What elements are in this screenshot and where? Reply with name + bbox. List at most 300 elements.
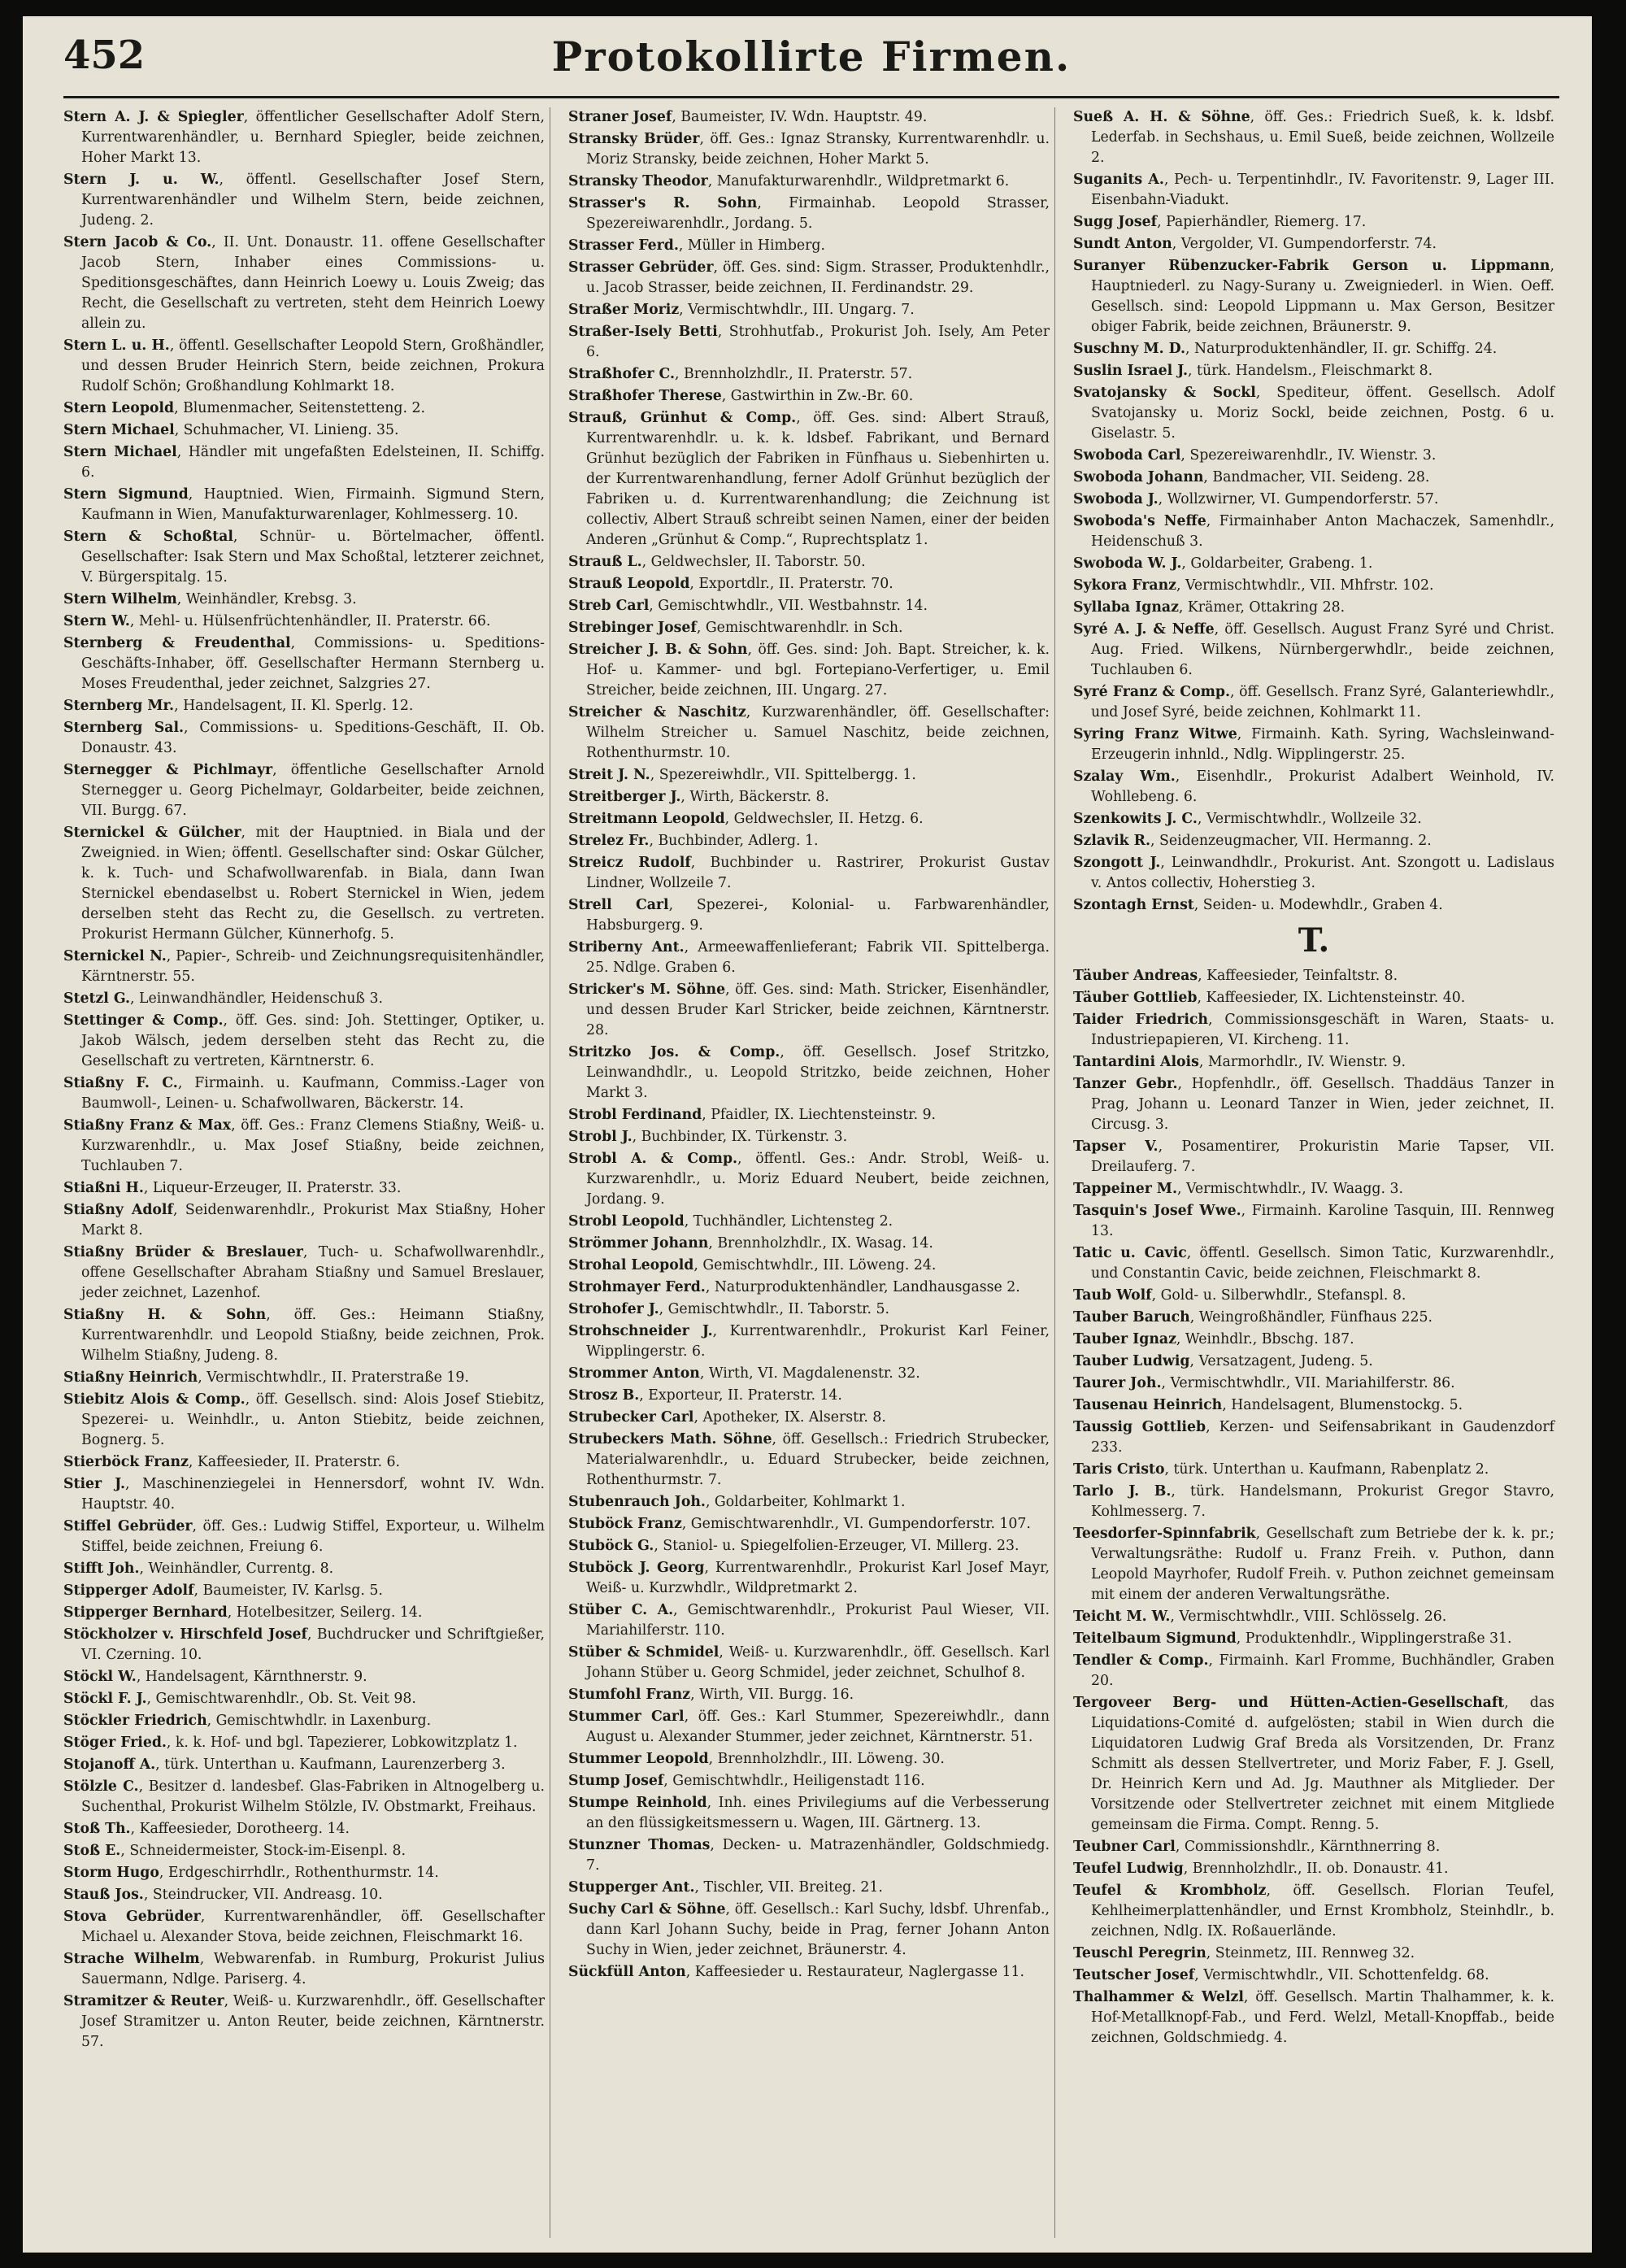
directory-entry [1073,1629,1554,1649]
firm-details: , Mehl- u. Hülsenfrüchtenhändler, II. Praterstr. 66. [129,613,491,629]
directory-entry [1073,170,1554,211]
firm-name: Stiaßny Franz & Max [63,1117,232,1134]
directory-entry [63,1517,545,1557]
firm-details: , II. Unt. Donaustr. 11. offene Gesellschafter Jacob Stern, Inhaber eines Commissions- u. Speditionsgeschäftes, dann Heinrich Loewy u. Louis Zweig; das Recht, die Gesellschaft zu vertreten, steht dem Heinrich Loewy allein zu. [81,234,545,332]
directory-entry [1073,682,1554,723]
directory-entry [568,258,1050,298]
directory-entry [1073,966,1554,986]
firm-name: Strasser Gebrüder [568,259,714,276]
directory-entry [1073,1074,1554,1135]
firm-details: , Pfaidler, IX. Liechtensteinstr. 9. [702,1107,937,1123]
firm-details: , Buchbinder, IX. Türkenstr. 3. [632,1129,848,1145]
directory-entry [568,1707,1050,1748]
firm-details: , öffentl. Gesellschafter Leopold Stern, Großhändler, und dessen Bruder Heinrich Stern, beide zeichnen, Prokura Rudolf Schön; Großhandlung Kohlmarkt 18. [81,337,545,394]
firm-details: , Blumenmacher, Seitenstetteng. 2. [174,400,425,416]
directory-entry [568,853,1050,894]
firm-details: , mit der Hauptnied. in Biala und der Zweignied. in Wien; öffentl. Gesellschafter sind: Oskar Gülcher, k. k. Tuch- und Schafwollwarenfab. in Biala, dann Iwan Sternickel ebendaselbst u. Robert Sternickel in Wien, jedem derselben steht das Recht zu, die Gesellsch. zu vertreten. Prokurist Hermann Gülcher, Künnerhofg. 5. [81,825,545,942]
firm-name: Stuböck G. [568,1538,654,1554]
firm-details: , öff. Gesellsch.: Karl Suchy, ldsbf. Uhrenfab., dann Karl Johann Suchy, beide in Prag, ferner Johann Anton Suchy in Wien, jeder zeichnet, Bräunerstr. 4. [586,1901,1050,1958]
directory-entry [63,1907,545,1948]
directory-entry [1073,1881,1554,1942]
firm-name: Syllaba Ignaz [1073,599,1179,616]
firm-name: Strebinger Josef [568,620,697,636]
firm-details: , Wollzwirner, VI. Gumpendorferstr. 57. [1158,491,1439,507]
firm-details: , Papier-, Schreib- und Zeichnungsrequisitenhändler, Kärntnerstr. 55. [81,948,545,985]
directory-entry [568,831,1050,851]
firm-name: Sternberg Mr. [63,698,175,714]
firm-details: , Goldarbeiter, Kohlmarkt 1. [705,1494,906,1510]
firm-details: , Kurrentwarenhdlr., Prokurist Karl Feiner, Wipplingerstr. 6. [586,1323,1050,1360]
firm-name: Stöckl F. J. [63,1691,147,1707]
firm-details: , Vergolder, VI. Gumpendorferstr. 74. [1172,236,1437,252]
directory-entry [568,596,1050,616]
firm-name: Streitmann Leopold [568,811,725,827]
firm-details: , Versatzagent, Judeng. 5. [1189,1353,1373,1369]
directory-entry [568,322,1050,363]
firm-details: , Kaffeesieder, Dorotheerg. 14. [130,1821,350,1837]
firm-name: Tauber Ludwig [1073,1353,1190,1369]
directory-entry [1073,1286,1554,1306]
firm-name: Stoß Th. [63,1821,131,1837]
firm-details: , öffentl. Gesellsch. Simon Tatic, Kurzwarenhdlr., und Constantin Cavic, beide zeichnen, Fleischmarkt 8. [1091,1245,1554,1282]
firm-name: Szenkowits J. C. [1073,811,1198,827]
directory-entry [63,1755,545,1775]
directory-entry [568,765,1050,786]
firm-name: Stüber C. A. [568,1602,674,1618]
firm-name: Strobl J. [568,1129,633,1145]
firm-details: , Seidenzeugmacher, VII. Hermanng. 2. [1150,833,1432,849]
firm-details: , Kaffeesieder u. Restaurateur, Naglergasse 11. [685,1964,1024,1980]
directory-entry [1073,809,1554,829]
firm-details: , Kurrentwarenhändler, öff. Gesellschafter Michael u. Alexander Stova, beide zeichnen, Fleischmarkt 16. [81,1909,546,1945]
firm-name: Stiaßny Heinrich [63,1369,198,1386]
page-title: Protokollirte Firmen. [551,33,1072,81]
directory-entry [1073,234,1554,255]
firm-details: , öff. Gesellsch. Florian Teufel, Kehlheimerplattenhändler, und Ernst Krombholz, Steinhdlr., b. zeichnen, Ndlg. IX. Roßauerlände. [1091,1883,1554,1939]
firm-name: Sykora Franz [1073,577,1176,594]
firm-details: , Spezereiwhdlr., VII. Spittelbergg. 1. [650,767,916,783]
firm-details: , Hauptniederl. zu Nagy-Surany u. Zweigniederl. in Wien. Oeff. Gesellsch. sind: Leopold Lippmann u. Max Gerson, Besitzer obiger Fabrik, beide zeichnen, Bräunerstr. 9. [1091,258,1554,335]
directory-entry [568,1900,1050,1961]
firm-name: Sternickel N. [63,948,167,964]
firm-name: Taurer Joh. [1073,1375,1162,1391]
firm-details: , türk. Handelsm., Fleischmarkt 8. [1188,363,1433,379]
firm-name: Tatic u. Cavic [1073,1245,1187,1261]
firm-name: Stummer Carl [568,1709,685,1725]
firm-details: , Buchdrucker und Schriftgießer, VI. Czerning. 10. [81,1626,545,1663]
firm-name: Striberny Ant. [568,939,685,956]
firm-name: Taris Cristo [1073,1461,1165,1478]
firm-name: Stunzner Thomas [568,1837,711,1853]
firm-name: Teesdorfer-Spinnfabrik [1073,1526,1256,1542]
firm-details: , Armeewaffenlieferant; Fabrik VII. Spittelberga. 25. Ndlge. Graben 6. [586,939,1050,976]
directory-entry [568,1962,1050,1983]
directory-entry [568,1408,1050,1428]
directory-entry [1073,1482,1554,1522]
firm-details: , Decken- u. Matrazenhändler, Goldschmiedg. 7. [586,1837,1050,1874]
directory-entry [568,1127,1050,1147]
firm-name: Streicz Rudolf [568,855,691,871]
directory-entry [1073,831,1554,851]
directory-entry [568,172,1050,192]
directory-entry [63,947,545,987]
directory-entry [568,1558,1050,1599]
firm-details: , Tischler, VII. Breiteg. 21. [694,1879,883,1896]
directory-entry [568,980,1050,1041]
directory-entry [63,485,545,525]
directory-entry [568,194,1050,234]
firm-details: , Steinmetz, III. Rennweg 32. [1206,1945,1415,1961]
firm-name: Swoboda J. [1073,491,1159,507]
directory-entry [1073,1987,1554,2048]
firm-details: , Geldwechsler, II. Hetzg. 6. [724,811,924,827]
firm-details: , Gemischtwhdlr., VII. Westbahnstr. 14. [649,598,928,614]
directory-entry [63,527,545,588]
firm-name: Taussig Gottlieb [1073,1419,1206,1435]
firm-name: Syré A. J. & Neffe [1073,621,1215,638]
firm-name: Strelez Fr. [568,833,650,849]
firm-name: Teufel Ludwig [1073,1861,1184,1877]
firm-details: , Wirth, VII. Burgg. 16. [690,1687,854,1703]
directory-entry [63,1452,545,1473]
firm-name: Strosz B. [568,1387,640,1404]
firm-details: , Wirth, Bäckerstr. 8. [680,789,829,805]
firm-name: Storm Hugo [63,1865,159,1881]
firm-name: Strohschneider J. [568,1323,713,1339]
directory-entry [568,1430,1050,1491]
firm-name: Stern Jacob & Co. [63,234,212,250]
firm-name: Strobl Leopold [568,1213,685,1230]
firm-name: Syring Franz Witwe [1073,726,1237,742]
firm-details: , Kerzen- und Seifensabrikant in Gaudenzdorf 233. [1091,1419,1554,1456]
directory-entry [1073,1837,1554,1857]
directory-entry [63,1011,545,1072]
page-number: 452 [63,33,146,78]
firm-details: , Firmainh. Karoline Tasquin, III. Rennweg 13. [1091,1203,1555,1239]
firm-details: , Vermischtwhdlr., Wollzeile 32. [1197,811,1422,827]
firm-details: , Vermischtwhdlr., VII. Mariahilferstr. 86. [1161,1375,1455,1391]
firm-details: , Kurzwarenhändler, öff. Gesellschafter: Wilhelm Streicher u. Samuel Naschitz, beide zeichnen, Rothenthurmstr. 10. [586,704,1050,761]
firm-details: , Firmainh. u. Kaufmann, Commiss.-Lager von Baumwoll-, Leinen- u. Schafwollwaren, Bäckerstr. 14. [81,1075,545,1112]
firm-name: Stipperger Adolf [63,1582,194,1599]
firm-name: Straßhofer C. [568,366,676,382]
directory-entry [63,612,545,632]
firm-name: Straßer-Isely Betti [568,324,718,340]
directory-entry [568,552,1050,572]
firm-details: , Brennholzhdlr., IX. Wasag. 14. [708,1235,933,1252]
firm-details: , Commissionsgeschäft in Waren, Staats- u. Industriepapieren, VI. Kircheng. 11. [1091,1012,1554,1048]
directory-entry [63,1581,545,1601]
firm-name: Streicher & Naschitz [568,704,746,720]
directory-entry [1073,1010,1554,1051]
firm-details: , Gemischtwarenhdlr., VI. Gumpendorferstr. 107. [681,1516,1031,1532]
directory-entry [1073,446,1554,466]
firm-name: Sternegger & Pichlmayr [63,762,273,778]
directory-entry [1073,1179,1554,1199]
firm-name: Tauber Ignaz [1073,1331,1176,1347]
firm-name: Stern Wilhelm [63,591,177,607]
firm-details: , öff. Gesellsch. Martin Thalhammer, k. k. Hof-Metallknopf-Fab., und Ferd. Welzl, Metall-Knopffab., beide zeichnen, Goldschmiedg. 4. [1091,1989,1554,2046]
firm-details: , türk. Unterthan u. Kaufmann, Rabenplatz 2. [1164,1461,1489,1478]
firm-name: Szontagh Ernst [1073,897,1194,913]
firm-name: Tappeiner M. [1073,1181,1177,1197]
directory-entry [568,640,1050,701]
directory-entry [1073,1243,1554,1284]
firm-details: , öff. Ges.: Friedrich Sueß, k. k. ldsbf. Lederfab. in Sechshaus, u. Emil Sueß, beide zeichnen, Wollzeile 2. [1091,109,1554,166]
firm-name: Stern Michael [63,444,177,460]
firm-details: , Weinhändler, Krebsg. 3. [176,591,357,607]
directory-entry [1073,895,1554,916]
firm-name: Strohmayer Ferd. [568,1279,706,1295]
directory-entry [568,1321,1050,1362]
firm-details: , öffentl. Ges.: Andr. Strobl, Weiß- u. Kurzwarenhdlr., u. Moriz Eduard Neubert, beide zeichnen, Jordang. 9. [586,1151,1050,1208]
directory-entry [63,1885,545,1905]
firm-name: Sternberg Sal. [63,720,185,736]
directory-entry [63,1200,545,1241]
firm-details: , Weiß- u. Kurzwarenhdlr., öff. Gesellschafter Josef Stramitzer u. Anton Reuter, beide zeichnen, Kärntnerstr. 57. [81,1993,545,2050]
directory-entry [63,1689,545,1709]
firm-details: , Webwarenfab. in Rumburg, Prokurist Julius Sauermann, Ndlge. Pariserg. 4. [81,1951,545,1987]
firm-details: , Naturproduktenhändler, Landhausgasse 2. [705,1279,1020,1295]
firm-details: , türk. Unterthan u. Kaufmann, Laurenzerberg 3. [155,1757,506,1773]
firm-name: Stern Sigmund [63,486,189,503]
firm-details: , Baumeister, IV. Wdn. Hauptstr. 49. [672,109,928,125]
firm-details: , Weingroßhändler, Fünfhaus 225. [1189,1309,1433,1326]
firm-details: , Gesellschaft zum Betriebe der k. k. pr.; Verwaltungsräthe: Rudolf u. Franz Freih. v. Puthon, dann Leopold Mayrhofer, Rudolf Freih. v. Puthon zeichnet gemeinsam mit einem der anderen Verwaltungsräthe. [1091,1526,1554,1603]
firm-details: , Brennholzhdlr., II. ob. Donaustr. 41. [1183,1861,1449,1877]
firm-details: , das Liquidations-Comité d. aufgelösten; stabil in Wien durch die Liquidatoren Ludwig Graf Breda als Vorsitzenden, Dr. Franz Schmitt als dessen Stellvertreter, und Moriz Faber, F. J. Gsell, Dr. Heinrich Kern und Ad. Jg. Mauthner als Mitglieder. Der Vorsitzende oder Stellvertreter zeichnet mit einem Mitgliede gemeinsam die Firma. Compt. Renng. 5. [1091,1695,1554,1833]
firm-name: Strobl Ferdinand [568,1107,702,1123]
firm-name: Swoboda's Neffe [1073,513,1206,529]
firm-name: Svatojansky & Sockl [1073,385,1256,401]
firm-details: , Buchbinder u. Rastrirer, Prokurist Gustav Lindner, Wollzeile 7. [586,855,1050,891]
firm-details: , Handelsagent, II. Kl. Sperlg. 12. [174,698,414,714]
directory-entry [1073,853,1554,894]
directory-entry [568,1685,1050,1705]
firm-name: Stern J. u. W. [63,172,220,188]
firm-details: , Krämer, Ottakring 28. [1178,599,1346,616]
firm-name: Streb Carl [568,598,650,614]
directory-entry [63,107,545,168]
firm-details: , Baumeister, IV. Karlsg. 5. [193,1582,383,1599]
firm-name: Stiaßny Brüder & Breslauer [63,1244,303,1260]
firm-details: , Tuch- u. Schafwollwarenhdlr., offene Gesellschafter Abraham Stiaßny und Samuel Breslauer, jeder zeichnet, Lazenhof. [81,1244,545,1301]
directory-entry [1073,361,1554,381]
firm-name: Stova Gebrüder [63,1909,201,1925]
firm-details: , Hopfenhdlr., öff. Gesellsch. Thaddäus Tanzer in Prag, Johann u. Leonard Tanzer in Wien, jeder zeichnet, II. Circusg. 3. [1091,1076,1554,1133]
firm-name: Stern L. u. H. [63,337,170,354]
firm-name: Stojanoff A. [63,1757,156,1773]
directory-entry [568,300,1050,320]
firm-details: , türk. Handelsmann, Prokurist Gregor Stavro, Kohlmesserg. 7. [1091,1483,1554,1520]
directory-entry [568,1043,1050,1104]
firm-name: Taub Wolf [1073,1287,1152,1304]
directory-entry [63,1178,545,1199]
firm-name: Suganits A. [1073,172,1164,188]
firm-name: Tergoveer Berg- und Hütten-Actien-Gesellschaft [1073,1695,1505,1711]
firm-details: , Besitzer d. landesbef. Glas-Fabriken in Altnogelberg u. Suchenthal, Prokurist Wilhelm Stölzle, IV. Obstmarkt, Freihaus. [81,1778,545,1815]
directory-entry [568,1212,1050,1232]
directory-entry [63,760,545,821]
directory-entry [568,703,1050,764]
directory-entry [568,1643,1050,1683]
directory-entry [568,364,1050,385]
firm-name: Strauß L. [568,554,642,570]
section-letter: T. [1298,921,1330,960]
directory-entry [568,1878,1050,1898]
firm-name: Strauß Leopold [568,576,690,592]
directory-entry [63,420,545,441]
firm-details: , öffentl. Gesellschafter Josef Stern, Kurrentwarenhändler und Wilhelm Stern, beide zeichnen, Judeng. 2. [81,172,545,229]
firm-name: Stramitzer & Reuter [63,1993,224,2009]
directory-entry [63,1368,545,1388]
firm-details: , öff. Ges. sind: Joh. Bapt. Streicher, k. k. Hof- u. Kammer- und bgl. Fortepiano-Verfertiger, u. Emil Streicher, beide zeichnen, III. Ungarg. 27. [586,642,1050,699]
firm-name: Tasquin's Josef Wwe. [1073,1203,1241,1219]
firm-name: Teutscher Josef [1073,1967,1195,1983]
directory-entry [1073,1395,1554,1416]
directory-entry [1073,1352,1554,1372]
firm-details: , Kaffeesieder, Teinfaltstr. 8. [1198,968,1398,984]
firm-name: Stupperger Ant. [568,1879,695,1896]
firm-name: Sugg Josef [1073,214,1158,230]
firm-name: Stipperger Bernhard [63,1604,228,1621]
firm-name: Stransky Theodor [568,173,708,189]
firm-name: Sückfüll Anton [568,1964,686,1980]
firm-details: , Vermischtwhdlr., VII. Schottenfeldg. 68. [1194,1967,1489,1983]
firm-name: Tarlo J. B. [1073,1483,1172,1500]
directory-entry [568,1278,1050,1298]
directory-entry [568,1105,1050,1125]
firm-details: , Exportdlr., II. Praterstr. 70. [689,576,893,592]
firm-details: , Commissions- u. Speditions-Geschäft, II. Ob. Donaustr. 43. [81,720,545,756]
column-middle [568,107,1055,2238]
firm-name: Strell Carl [568,897,669,913]
firm-name: Strubeckers Math. Söhne [568,1431,772,1447]
firm-name: Streitberger J. [568,789,681,805]
firm-details: , Weiß- u. Kurzwarenhdlr., öff. Gesellsch. Karl Johann Stüber u. Georg Schmidel, jeder zeichnet, Schulhof 8. [586,1644,1050,1681]
firm-details: , öff. Ges. sind: Math. Stricker, Eisenhändler, und dessen Bruder Karl Stricker, beide zeichnen, Kärntnerstr. 28. [586,982,1050,1038]
firm-name: Sternberg & Freudenthal [63,635,291,651]
firm-details: , Weinhdlr., Bbschg. 187. [1176,1331,1354,1347]
firm-details: , öff. Gesellsch. Franz Syré, Galanteriewhdlr., und Josef Syré, beide zeichnen, Kohlmarkt 11. [1091,684,1554,720]
directory-entry [568,408,1050,551]
firm-name: Stöckl W. [63,1669,137,1685]
firm-name: Strauß, Grünhut & Comp. [568,410,797,426]
directory-entry [568,938,1050,978]
firm-details: , Gemischtwhdlr., II. Taborstr. 5. [659,1301,890,1317]
firm-name: Sundt Anton [1073,236,1172,252]
firm-details: , Schuhmacher, VI. Linieng. 35. [174,422,399,438]
firm-name: Suschny M. D. [1073,341,1186,357]
firm-details: , Seidenwarenhdlr., Prokurist Max Stiaßny, Hoher Markt 8. [81,1202,545,1238]
directory-entry [568,236,1050,256]
directory-entry [1073,1651,1554,1691]
firm-name: Straner Josef [568,109,672,125]
firm-details: , Spediteur, öffent. Gesellsch. Adolf Svatojansky u. Moriz Sockl, beide zeichnen, Postg. 6 u. Giselastr. 5. [1091,385,1554,442]
firm-details: , Apotheker, IX. Alserstr. 8. [693,1409,886,1426]
directory-entry [1073,1373,1554,1394]
firm-name: Thalhammer & Welzl [1073,1989,1244,2005]
firm-name: Strommer Anton [568,1365,700,1382]
firm-name: Strasser's R. Sohn [568,195,758,211]
firm-name: Teitelbaum Sigmund [1073,1630,1237,1647]
firm-name: Straßhofer Therese [568,388,722,404]
firm-details: , Manufakturwarenhdlr., Wildpretmarkt 6. [707,173,1010,189]
firm-details: , Produktenhdlr., Wipplingerstraße 31. [1236,1630,1512,1647]
directory-entry [568,787,1050,808]
directory-entry [568,1600,1050,1641]
firm-name: Stöger Fried. [63,1735,167,1751]
firm-name: Stüber & Schmidel [568,1644,720,1661]
firm-name: Stricker's M. Söhne [568,982,726,998]
firm-name: Stöckholzer v. Hirschfeld Josef [63,1626,307,1643]
directory-entry [1073,339,1554,359]
firm-name: Stern W. [63,613,130,629]
firm-name: Swoboda Carl [1073,447,1181,464]
firm-name: Täuber Andreas [1073,968,1198,984]
firm-details: , Kaffeesieder, II. Praterstr. 6. [188,1454,401,1470]
firm-details: , Gold- u. Silberwhdlr., Stefanspl. 8. [1151,1287,1406,1304]
directory-entry [568,574,1050,594]
firm-name: Strohofer J. [568,1301,659,1317]
directory-entry [568,809,1050,829]
directory-entry [1073,1693,1554,1835]
directory-entry [1073,1944,1554,1964]
firm-name: Stuböck J. Georg [568,1560,705,1576]
directory-entry [1073,725,1554,765]
directory-entry [63,1819,545,1839]
firm-details: , Kurrentwarenhdlr., Prokurist Karl Josef Mayr, Weiß- u. Kurzwhdlr., Wildpretmarkt 2. [586,1560,1050,1596]
directory-entry [568,1771,1050,1791]
directory-entry [63,1863,545,1883]
firm-name: Tapser V. [1073,1138,1159,1155]
directory-entry [63,989,545,1009]
directory-entry [1073,598,1554,618]
firm-name: Szongott J. [1073,855,1161,871]
directory-entry [63,590,545,610]
directory-entry [63,170,545,231]
firm-details: , Liqueur-Erzeuger, II. Praterstr. 33. [143,1180,402,1196]
firm-name: Stummer Leopold [568,1751,709,1767]
directory-entry [568,107,1050,128]
firm-name: Streicher J. B. & Sohn [568,642,748,658]
column-left [63,107,550,2238]
firm-details: , Händler mit ungefaßten Edelsteinen, II. Schiffg. 6. [81,444,545,481]
firm-name: Stubenrauch Joh. [568,1494,706,1510]
firm-details: , Spezereiwarenhdlr., IV. Wienstr. 3. [1180,447,1437,464]
directory-entry [63,1733,545,1753]
directory-entry [1073,383,1554,444]
firm-name: Täuber Gottlieb [1073,990,1198,1006]
directory-entry [1073,1524,1554,1605]
firm-name: Stern A. J. & Spiegler [63,109,244,125]
directory-entry [63,1625,545,1665]
firm-details: , Gemischtwarenhdlr., Prokurist Paul Wieser, VII. Mariahilferstr. 110. [586,1602,1050,1639]
firm-name: Stoß E. [63,1843,121,1859]
firm-details: , Wirth, VI. Magdalenenstr. 32. [699,1365,920,1382]
firm-details: , Schnür- u. Börtelmacher, öffentl. Gesellschafter: Isak Stern und Max Schoßtal, letzterer zeichnet, V. Bürgerspitalg. 15. [81,529,545,586]
firm-details: , Eisenhdlr., Prokurist Adalbert Weinhold, IV. Wohllebeng. 6. [1091,768,1554,805]
firm-name: Swoboda W. J. [1073,555,1182,572]
firm-name: Stier J. [63,1476,126,1492]
firm-details: , öff. Gesellsch.: Friedrich Strubecker, Materialwarenhdlr., u. Eduard Strubecker, beide zeichnen, Rothenthurmstr. 7. [586,1431,1050,1488]
directory-entry [1073,1607,1554,1627]
directory-entry [568,895,1050,936]
directory-entry [1073,1859,1554,1879]
firm-details: , Pech- u. Terpentinhdlr., IV. Favoritenstr. 9, Lager III. Eisenbahn-Viadukt. [1091,172,1554,208]
firm-details: , öffentliche Gesellschafter Arnold Sternegger u. Georg Pichelmayr, Goldarbeiter, beide zeichnen, VII. Burgg. 67. [81,762,545,819]
firm-details: , Maschinenziegelei in Hennersdorf, wohnt IV. Wdn. Hauptstr. 40. [81,1476,545,1513]
